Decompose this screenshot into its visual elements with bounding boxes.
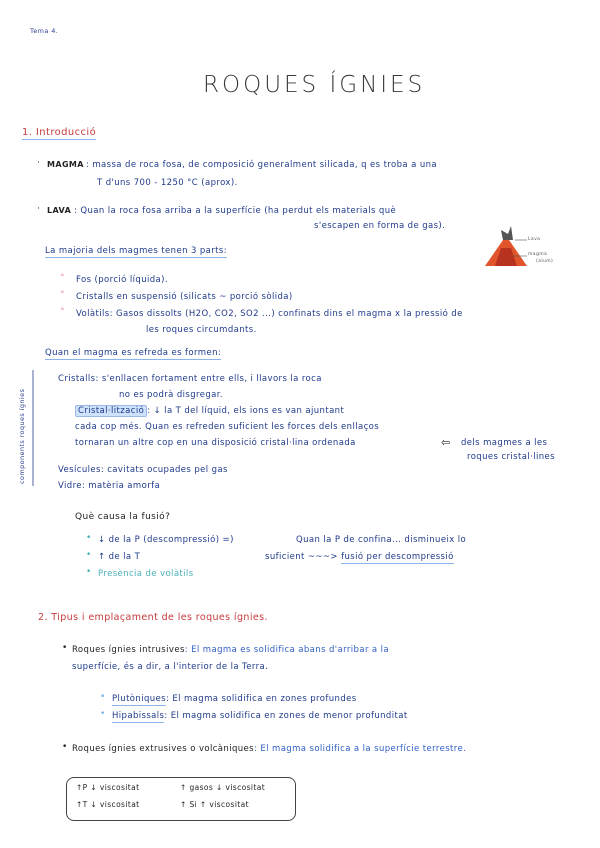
fusion-question: Què causa la fusió? [75,512,171,522]
lava-definition: : Quan la roca fosa arriba a la superfície (ha perdut els materials què [74,206,397,216]
bullet-icon: • [86,533,92,543]
components-bracket [30,368,36,488]
viscosity-pressure: ↑P ↓ viscositat [76,783,140,792]
vidre-line: Vidre: matèria amorfa [58,481,161,491]
bullet-icon: ° [60,273,65,283]
fusion-cause-3: Presència de volàtils [98,569,194,579]
part-item-3: Volàtils: Gasos dissolts (H2O, CO2, SO2 ...) confinats dins el magma x la pressió de [76,309,463,319]
fusion-explanation-2b: fusió per descompressió [341,552,454,562]
bullet-icon: • [86,550,92,560]
volcano-smoke [501,226,513,240]
cristal-line-2: cada cop més. Quan es refreden suficient les forces dels enllaços [75,422,380,432]
viscosity-temperature: ↑T ↓ viscositat [76,800,140,809]
vesicules-line: Vesícules: cavitats ocupades pel gas [58,465,228,475]
intrusives-label: Roques ígnies intrusives [72,645,185,655]
magma-definition: : massa de roca fosa, de composició generalment silicada, q es troba a una [86,160,438,170]
volcano-magma-sub-label: (alum) [536,259,554,264]
bullet-dot: • [62,742,68,752]
magma-term: MAGMA [47,160,84,169]
topic-label: Tema 4. [30,27,59,35]
fusion-explanation-2a: suficient ~~~> [265,552,338,562]
magma-temperature: T d'uns 700 - 1250 °C (aprox). [97,178,238,188]
viscosity-silica: ↑ Si ↑ viscositat [180,800,249,809]
viscosity-gases: ↑ gasos ↓ viscositat [180,783,266,792]
side-note-1: dels magmes a les [461,438,548,448]
fusion-explanation-1: Quan la P de confina... disminueix lo [296,535,467,545]
extrusives-label: Roques ígnies extrusives o volcàniques [72,744,255,754]
page-title: ROQUES ÍGNIES [203,72,426,98]
intrusives-definition: : El magma es solidifica abans d'arribar a la [184,645,390,655]
plutoniques-line [112,694,357,704]
hipabissals-line [112,711,408,721]
part-item-3-cont: les roques circumdants. [146,325,257,335]
extrusives-line [72,744,466,754]
volcano-illustration [475,218,585,273]
section-2-heading: 2. Tipus i emplaçament de les roques ígnies. [38,612,268,623]
fusion-cause-2: ↑ de la T [98,552,141,562]
part-item-1: Fos (porció líquida). [76,275,168,285]
arrow-left-icon: ⇦ [441,436,451,449]
bullet-icon: ° [60,290,65,300]
plutoniques-definition: : El magma solidifica en zones profundes [166,694,357,704]
cristal-line-3: tornaran un altre cop en una disposició cristal·lina ordenada [75,438,356,448]
side-note-2: roques cristal·lines [467,452,555,462]
forms-intro: Quan el magma es refreda es formen: [45,348,222,358]
section-1-heading: 1. Introducció [22,127,97,138]
lava-term: LAVA [47,206,72,215]
part-item-2: Cristalls en suspensió (silicats ~ porció sòlida) [76,292,293,302]
lava-definition-cont: s'escapen en forma de gas). [314,221,446,231]
fusion-explanation-2 [265,552,454,562]
volcano-magma-label: magma [528,252,548,257]
hipabissals-definition: : El magma solidifica en zones de menor profunditat [164,711,408,721]
cristal-text: : ↓ la T del líquid, els ions es van ajuntant [147,406,345,416]
bullet-icon: ° [60,307,65,317]
magma-parts-line [45,246,227,256]
hipabissals-label: Hipabissals [112,711,165,721]
plutoniques-label: Plutòniques [112,694,166,704]
bullet-dot: · [37,158,40,168]
intrusives-def-line-2: superfície, és a dir, a l'interior de la Terra. [72,662,269,672]
forms-line [45,348,221,358]
extrusives-definition: : El magma solidifica a la superfície terrestre. [254,744,467,754]
fusion-cause-1: ↓ de la P (descompressió) =) [98,535,234,545]
bullet-icon: • [86,567,92,577]
parts-intro: La majoria dels magmes tenen 3 parts: [45,246,228,256]
bullet-dot: • [62,643,68,653]
components-vertical-label: components roques ígnies [18,388,26,484]
bullet-dot: · [37,204,40,214]
cristal-line [75,406,344,416]
volcano-lava-label: Lava [528,237,541,242]
bullet-icon: • [100,692,106,702]
cristal-label: Cristal·lització [75,405,147,417]
cristalls-line: Cristalls: s'enllacen fortament entre ells, i llavors la roca [58,374,322,384]
bullet-icon: • [100,709,106,719]
cristalls-line-2: no es podrà disgregar. [119,390,223,400]
intrusives-line [72,645,389,655]
